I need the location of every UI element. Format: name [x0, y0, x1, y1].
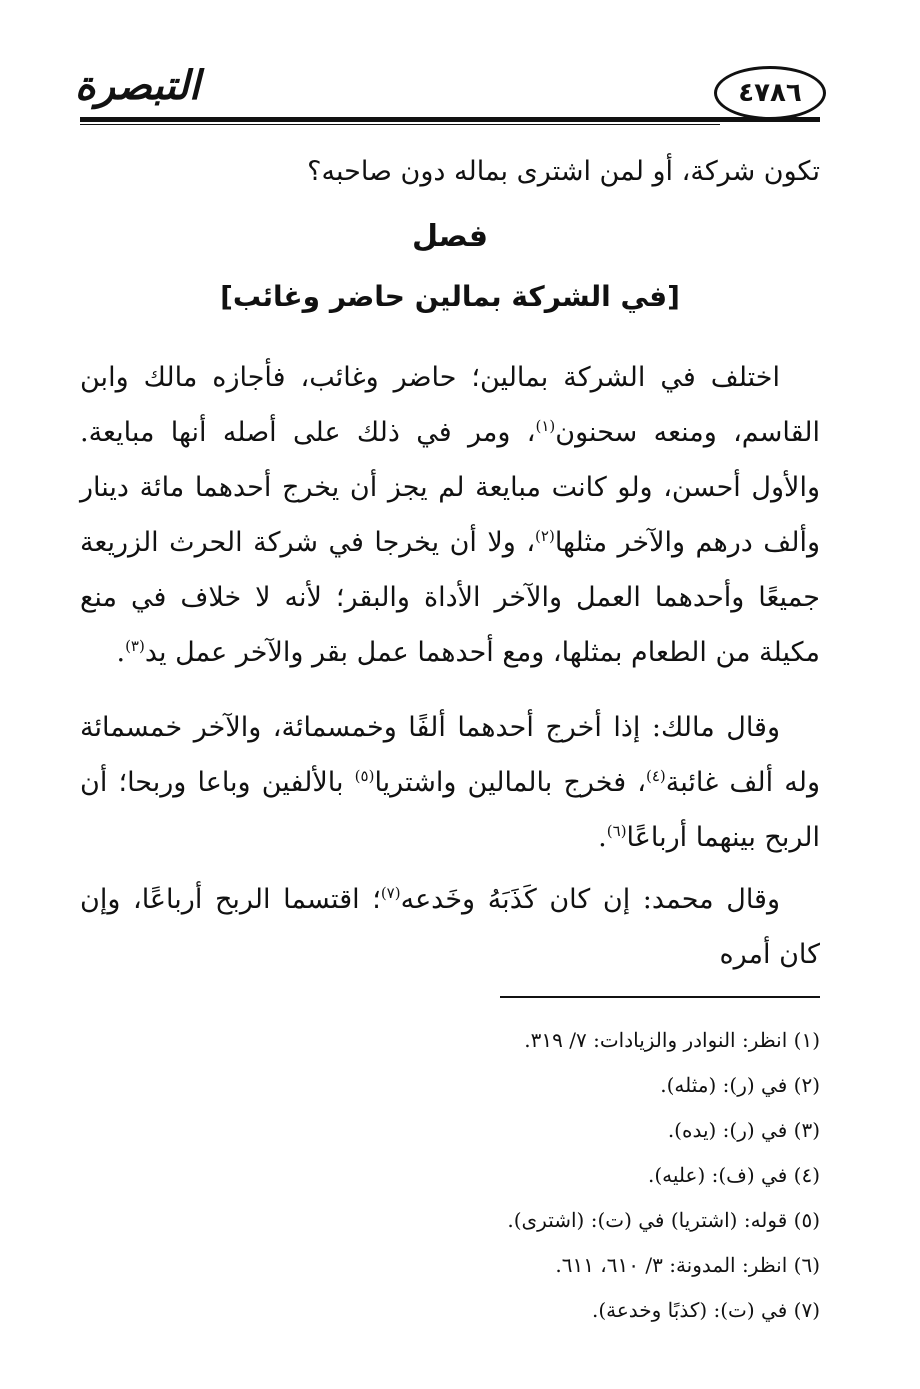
footnote-7: (٧) في (ت): (كذبًا وخدعة). — [591, 1298, 820, 1322]
footnote-ref-4: (٤) — [645, 767, 666, 785]
paragraph-1-part-d: . — [116, 637, 126, 668]
page-header — [0, 0, 920, 130]
paragraph-1 — [80, 350, 820, 680]
footnote-3: (٣) في (ر): (يده). — [667, 1118, 820, 1142]
paragraph-3-part-a: وقال محمد: إن كان كَذَبَهُ وخَدعه — [400, 884, 780, 915]
header-rule — [80, 117, 820, 122]
paragraph-1-part-c: ، ولا أن يخرجا في شركة الحرث الزريعة جميعًا وأحدهما العمل والآخر الأداة والبقر؛ لأنه لا خلاف في منع مكيلة من الطعام بمثلها، ومع أحدهما عمل بقر والآخر عمل يد — [80, 527, 820, 668]
footnote-separator — [500, 996, 820, 998]
footnote-ref-6: (٦) — [606, 822, 627, 840]
page-number-badge: ٤٧٨٦ — [714, 66, 826, 120]
paragraph-2-part-b: ، فخرج بالمالين واشتريا — [374, 767, 646, 798]
paragraph-2-part-d: . — [598, 822, 607, 853]
paragraph-2-part-c: بالألفين وباعا وربحا؛ أن الربح بينهما أرباعًا — [80, 767, 820, 853]
footnote-ref-7: (٧) — [380, 884, 401, 902]
footnote-ref-5: (٥) — [354, 767, 375, 785]
footnote-6: (٦) انظر: المدونة: ٣/ ٦١٠، ٦١١. — [555, 1253, 820, 1277]
book-logo: التبصرة — [74, 63, 200, 109]
footnote-5: (٥) قوله: (اشتريا) في (ت): (اشترى). — [507, 1208, 820, 1232]
continuation-line: تكون شركة، أو لمن اشترى بماله دون صاحبه؟ — [307, 156, 820, 187]
footnote-ref-1: (١) — [535, 417, 556, 435]
paragraph-3-part-b: ؛ اقتسما الربح أرباعًا، وإن كان أمره — [80, 884, 820, 970]
footnote-4: (٤) في (ف): (عليه). — [647, 1163, 820, 1187]
footnote-ref-2: (٢) — [535, 527, 555, 545]
paragraph-3 — [80, 872, 820, 982]
footnotes-list — [80, 1018, 820, 1333]
paragraph-2-part-a: وقال مالك: إذا أخرج أحدهما ألفًا وخمسمائة، والآخر خمسمائة وله ألف غائبة — [80, 712, 820, 798]
paragraph-1-part-a: اختلف في الشركة بمالين؛ حاضر وغائب، فأجازه مالك وابن القاسم، ومنعه سحنون — [80, 362, 821, 448]
paragraph-1-part-b: ، ومر في ذلك على أصله أنها مبايعة. والأول أحسن، ولو كانت مبايعة لم يجز أن يخرج أحدهما مائة دينار وألف درهم والآخر مثلها — [80, 417, 820, 558]
section-subtitle: [في الشركة بمالين حاضر وغائب] — [220, 280, 680, 313]
paragraph-2 — [80, 700, 820, 865]
footnote-1: (١) انظر: النوادر والزيادات: ٧/ ٣١٩. — [524, 1028, 820, 1052]
footnote-ref-3: (٣) — [125, 637, 145, 655]
section-heading: فصل — [412, 219, 488, 254]
header-rule-thin — [80, 124, 720, 125]
footnote-2: (٢) في (ر): (مثله). — [660, 1073, 820, 1097]
